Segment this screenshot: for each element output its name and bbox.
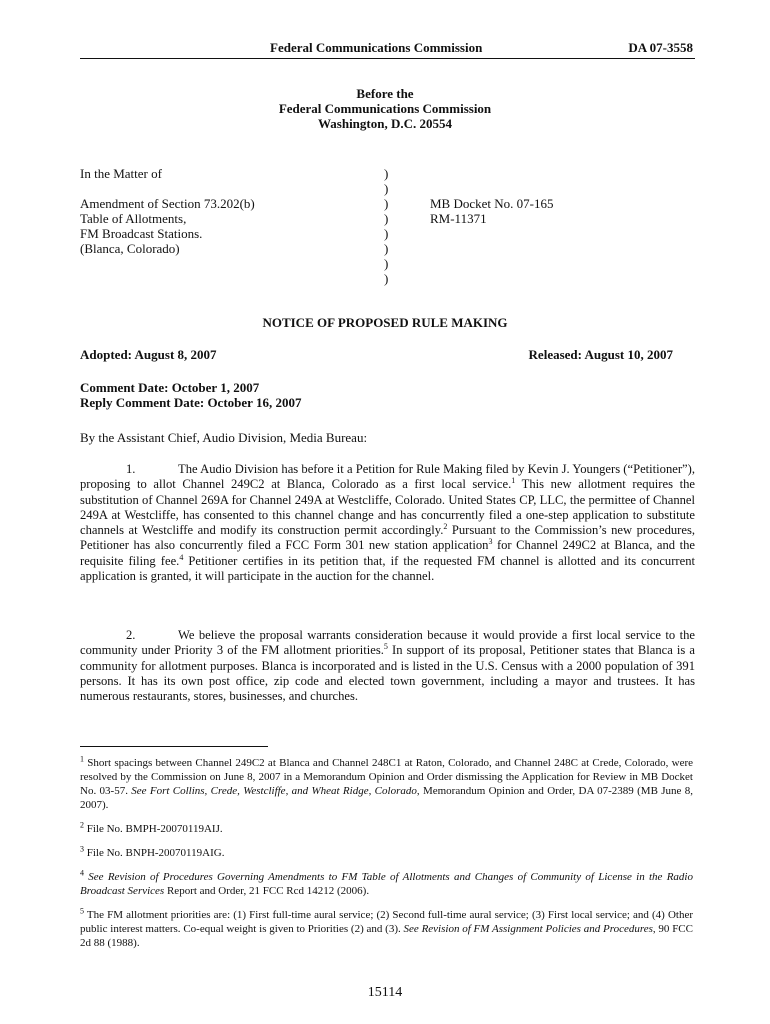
footnote-text: Report and Order, 21 FCC Rcd 14212 (2006). — [164, 885, 370, 897]
footnote-text: File No. BNPH-20070119AIG. — [84, 847, 225, 859]
footnote-ref[interactable]: 4 — [179, 552, 184, 562]
paragraph-text: In support of its proposal, Petitioner states that Blanca is a community for allotment purposes. Blanca is incorporated and is listed in the U.S. Census with a 2000 population of 391 persons. It has its own post office, zip code and elected town government, including a mayor and trustees. It has numerous restaurants, stores, businesses, and churches. — [80, 643, 695, 704]
footnote-mark: 5 — [80, 906, 84, 916]
footnote-ref[interactable]: 3 — [488, 537, 493, 547]
paren: ) — [384, 196, 389, 211]
before-location: Washington, D.C. 20554 — [318, 116, 452, 131]
paragraph-2 — [80, 628, 695, 704]
footnote-4 — [80, 870, 693, 898]
paragraph-1 — [80, 462, 695, 584]
header-doc-number: DA 07-3558 — [628, 40, 693, 55]
footnote-citation: See Fort Collins, Crede, Westcliffe, and Wheat Ridge, Colorado — [131, 785, 417, 797]
footnote-text: , 90 FCC 2d 88 (1988). — [80, 923, 693, 949]
footnote-3 — [80, 846, 693, 860]
caption-line: FM Broadcast Stations. — [80, 226, 203, 241]
footnote-text: , Memorandum Opinion and Order, DA 07-2389 (MB June 8, 2007). — [80, 785, 693, 811]
by-line: By the Assistant Chief, Audio Division, Media Bureau: — [80, 430, 368, 445]
footnote-mark: 3 — [80, 844, 84, 854]
footnote-citation: See Revision of Procedures Governing Amendments to FM Table of Allotments and Changes of Community of License in the Radio Broadcast Services — [80, 871, 693, 897]
page-number: 15114 — [367, 985, 403, 1000]
paragraph-text: Petitioner certifies in its petition that, if the requested FM channel is allotted and its concurrent application is granted, it will participate in the auction for the channel. — [80, 553, 696, 584]
comment-dates — [80, 380, 301, 410]
footnote-ref[interactable]: 2 — [443, 522, 448, 531]
paren: ) — [384, 211, 389, 226]
docket-number: MB Docket No. 07-165 — [430, 196, 554, 211]
header-agency: Federal Communications Commission — [270, 40, 483, 55]
footnote-mark: 4 — [80, 868, 84, 878]
paragraph-text: We believe the proposal warrants consideration because it would provide a first local service to the community under Priority 3 of the FM allotment priorities. — [80, 628, 695, 658]
paragraph-text: for Channel 249C2 at Blanca, and the requisite filing fee. — [80, 538, 695, 568]
paren: ) — [384, 271, 389, 286]
reply-comment-date: Reply Comment Date: October 16, 2007 — [80, 395, 302, 410]
paren: ) — [384, 181, 389, 196]
before-agency: Federal Communications Commission — [278, 101, 492, 116]
caption-line: Table of Allotments, — [80, 211, 187, 226]
caption-matter — [80, 166, 370, 256]
caption-docket — [430, 166, 554, 226]
footnote-mark: 2 — [80, 820, 84, 830]
caption-parens — [384, 166, 398, 286]
before-block — [0, 86, 770, 131]
before-line: Before the — [356, 86, 414, 101]
footnote-mark: 1 — [80, 754, 84, 764]
footnote-text: File No. BMPH-20070119AIJ. — [84, 823, 223, 835]
paragraph-number: 2. — [126, 628, 136, 642]
footnote-1 — [80, 756, 693, 812]
footnote-ref[interactable]: 1 — [511, 476, 516, 486]
caption-line: (Blanca, Colorado) — [80, 241, 180, 256]
released-date: Released: August 10, 2007 — [528, 347, 673, 362]
paren: ) — [384, 166, 389, 181]
rm-number: RM-11371 — [430, 211, 487, 226]
footnote-5 — [80, 908, 693, 950]
paragraph-text: The Audio Division has before it a Petition for Rule Making filed by Kevin J. Youngers (“Petitioner”), proposing to allot Channel 249C2 at Blanca, Colorado as a first local service. — [80, 462, 695, 492]
paragraph-text: This new allotment requires the substitution of Channel 269A for Channel 249A at Westcliffe, Colorado. United States CP, LLC, the permittee of Channel 249A at Westcliffe, has consented to this channel change and has concurrently filed a one-step application to substitute channels at Westcliffe and modify its construction permit accordingly. — [80, 477, 695, 538]
page-header — [80, 40, 695, 59]
footnote-divider — [80, 746, 268, 747]
paren: ) — [384, 256, 389, 271]
paren: ) — [384, 241, 389, 256]
footnote-citation: See Revision of FM Assignment Policies and Procedures — [403, 923, 653, 935]
paren: ) — [384, 226, 389, 241]
document-title: NOTICE OF PROPOSED RULE MAKING — [262, 315, 508, 330]
footnote-2 — [80, 822, 693, 836]
comment-date: Comment Date: October 1, 2007 — [80, 380, 260, 395]
caption-line: Amendment of Section 73.202(b) — [80, 196, 255, 211]
adopted-date: Adopted: August 8, 2007 — [80, 347, 217, 362]
matter-label: In the Matter of — [80, 166, 162, 181]
paragraph-number: 1. — [126, 462, 136, 476]
footnote-text: Short spacings between Channel 249C2 at Blanca and Channel 248C1 at Raton, Colorado, and Channel 248C at Crede, Colorado, were resolved by the Commission on June 8, 2007 in a Memorandum Opinion and Order dismissing the Application for Review in MB Docket No. 03-57. — [80, 757, 693, 797]
paragraph-text: Pursuant to the Commission’s new procedures, Petitioner has also concurrently filed a FCC Form 301 new station application — [80, 523, 695, 553]
footnote-ref[interactable]: 5 — [383, 642, 388, 652]
footnote-text: The FM allotment priorities are: (1) First full-time aural service; (2) Second full-time aural service; (3) First local service; and (4) Other public interest matters. Co-equal weight is given to Priorities (2) and (3). — [80, 909, 693, 935]
